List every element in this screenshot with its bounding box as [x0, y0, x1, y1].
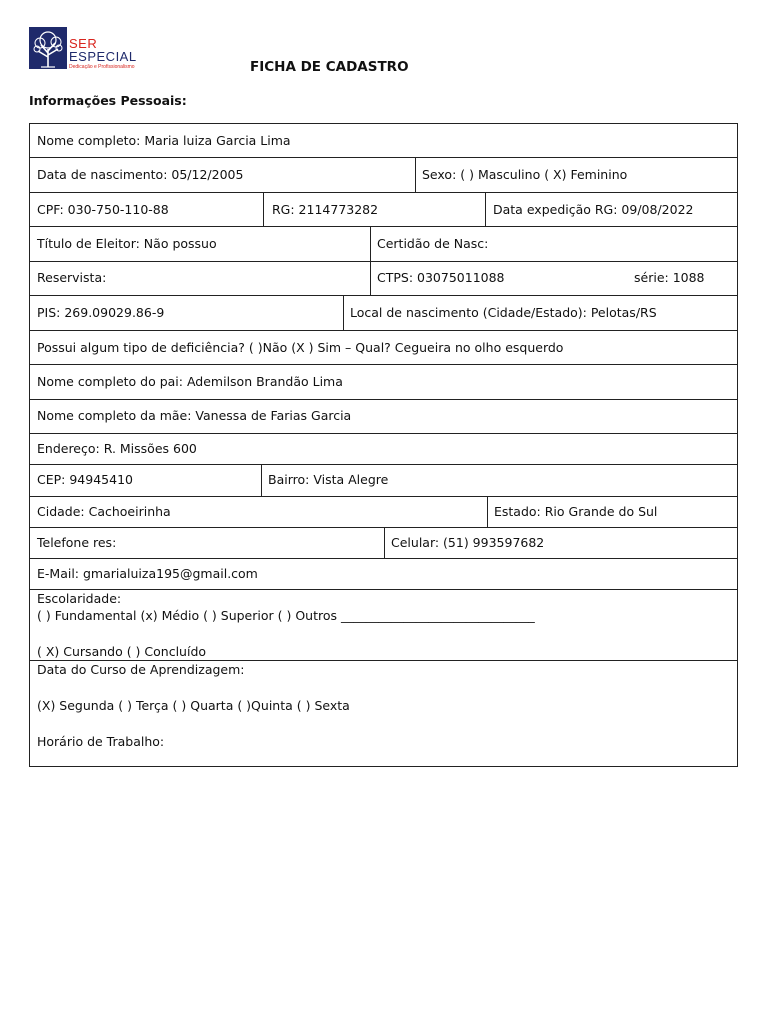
logo-text-ser: SER	[69, 36, 98, 51]
field-cep[interactable]: CEP: 94945410	[37, 472, 133, 487]
row-divider	[30, 261, 737, 262]
section-heading: Informações Pessoais:	[29, 93, 187, 108]
field-nome-pai[interactable]: Nome completo do pai: Ademilson Brandão Lima	[37, 374, 343, 389]
col-divider	[487, 496, 488, 527]
col-divider	[384, 527, 385, 558]
field-nome[interactable]: Nome completo: Maria luiza Garcia Lima	[37, 133, 291, 148]
row-divider	[30, 295, 737, 296]
field-titulo-eleitor[interactable]: Título de Eleitor: Não possuo	[37, 236, 217, 251]
tree-logo-icon	[29, 27, 67, 69]
logo-text-especial: ESPECIAL	[69, 49, 137, 64]
page-title: FICHA DE CADASTRO	[250, 59, 409, 75]
field-cpf[interactable]: CPF: 030-750-110-88	[37, 202, 169, 217]
field-data-nascimento[interactable]: Data de nascimento: 05/12/2005	[37, 167, 244, 182]
row-divider	[30, 157, 737, 158]
field-escolaridade-status[interactable]: ( X) Cursando ( ) Concluído	[37, 644, 207, 659]
row-divider	[30, 558, 737, 559]
field-email[interactable]: E-Mail: gmarialuiza195@gmail.com	[37, 566, 258, 581]
field-sexo[interactable]: Sexo: ( ) Masculino ( X) Feminino	[422, 167, 628, 182]
col-divider	[343, 295, 344, 330]
col-divider	[263, 192, 264, 226]
field-celular[interactable]: Celular: (51) 993597682	[391, 535, 545, 550]
field-horario-trabalho[interactable]: Horário de Trabalho:	[37, 734, 165, 749]
field-local-nascimento[interactable]: Local de nascimento (Cidade/Estado): Pelotas/RS	[350, 305, 657, 320]
row-divider	[30, 660, 737, 661]
field-data-expedicao-rg[interactable]: Data expedição RG: 09/08/2022	[493, 202, 694, 217]
row-divider	[30, 192, 737, 193]
registration-form	[29, 123, 738, 767]
field-curso-dias[interactable]: (X) Segunda ( ) Terça ( ) Quarta ( )Quinta ( ) Sexta	[37, 698, 350, 713]
field-deficiencia[interactable]: Possui algum tipo de deficiência? ( )Não (X ) Sim – Qual? Cegueira no olho esquerdo	[37, 340, 564, 355]
row-divider	[30, 330, 737, 331]
col-divider	[261, 464, 262, 496]
field-reservista[interactable]: Reservista:	[37, 270, 107, 285]
field-estado[interactable]: Estado: Rio Grande do Sul	[494, 504, 658, 519]
row-divider	[30, 589, 737, 590]
col-divider	[485, 192, 486, 226]
field-escolaridade-label: Escolaridade:	[37, 591, 122, 606]
field-pis[interactable]: PIS: 269.09029.86-9	[37, 305, 165, 320]
row-divider	[30, 226, 737, 227]
field-escolaridade-opcoes[interactable]: ( ) Fundamental (x) Médio ( ) Superior ( ) Outros _______________________________	[37, 608, 535, 623]
row-divider	[30, 364, 737, 365]
col-divider	[415, 157, 416, 192]
logo-tagline: Dedicação e Profissionalismo	[69, 64, 135, 70]
row-divider	[30, 399, 737, 400]
field-cidade[interactable]: Cidade: Cachoeirinha	[37, 504, 171, 519]
field-telefone-res[interactable]: Telefone res:	[37, 535, 117, 550]
company-logo	[29, 27, 141, 73]
field-rg[interactable]: RG: 2114773282	[272, 202, 379, 217]
field-serie[interactable]: série: 1088	[634, 270, 705, 285]
row-divider	[30, 464, 737, 465]
field-bairro[interactable]: Bairro: Vista Alegre	[268, 472, 389, 487]
field-curso-label: Data do Curso de Aprendizagem:	[37, 662, 245, 677]
row-divider	[30, 496, 737, 497]
field-endereco[interactable]: Endereço: R. Missões 600	[37, 441, 197, 456]
field-nome-mae[interactable]: Nome completo da mãe: Vanessa de Farias Garcia	[37, 408, 352, 423]
field-ctps[interactable]: CTPS: 03075011088	[377, 270, 505, 285]
field-certidao-nasc[interactable]: Certidão de Nasc:	[377, 236, 489, 251]
row-divider	[30, 433, 737, 434]
col-divider	[370, 226, 371, 295]
